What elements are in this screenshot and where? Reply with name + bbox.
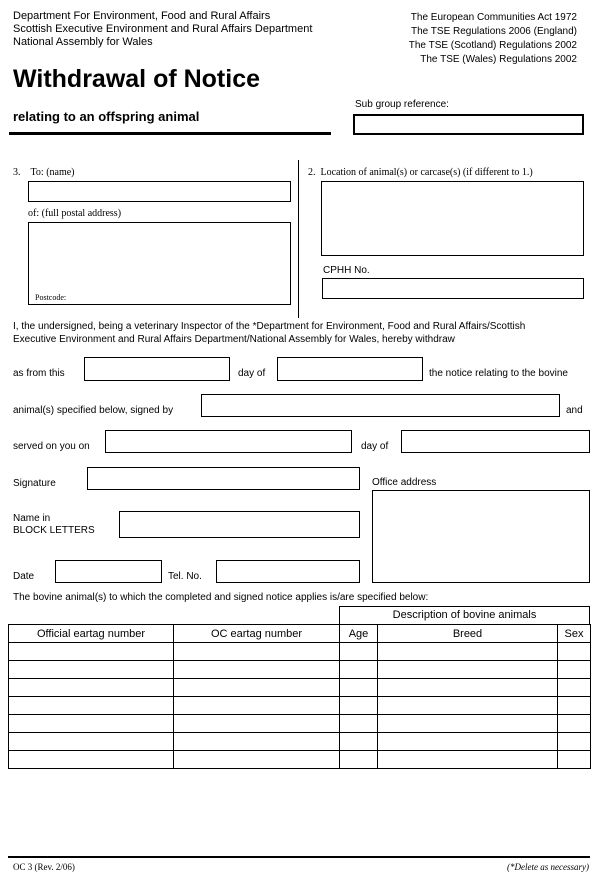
page-subtitle: relating to an offspring animal xyxy=(13,109,200,124)
oc-eartag-cell[interactable] xyxy=(174,661,340,679)
sex-cell[interactable] xyxy=(558,751,591,769)
footer-rule xyxy=(8,856,590,858)
official-eartag-cell[interactable] xyxy=(9,715,174,733)
sex-cell[interactable] xyxy=(558,733,591,751)
title-rule xyxy=(9,132,331,135)
name-block-label xyxy=(13,513,95,537)
form-code: OC 3 (Rev. 2/06) xyxy=(13,862,75,872)
legislation-item: The TSE (Scotland) Regulations 2002 xyxy=(408,40,577,51)
breed-cell[interactable] xyxy=(378,733,558,751)
office-address-label: Office address xyxy=(372,477,437,488)
description-group-header xyxy=(339,606,590,625)
signature-label: Signature xyxy=(13,478,56,489)
postcode-label: Postcode: xyxy=(35,293,67,302)
sex-cell[interactable] xyxy=(558,697,591,715)
date-field[interactable] xyxy=(55,560,162,583)
notice-relating-label: the notice relating to the bovine xyxy=(429,368,568,379)
breed-cell[interactable] xyxy=(378,661,558,679)
served-on-label: served on you on xyxy=(13,441,90,452)
bovine-animals-table xyxy=(8,624,591,769)
age-cell[interactable] xyxy=(340,643,378,661)
column-header-oc-eartag: OC eartag number xyxy=(174,625,340,643)
column-header-breed: Breed xyxy=(378,625,558,643)
age-cell[interactable] xyxy=(340,715,378,733)
official-eartag-cell[interactable] xyxy=(9,751,174,769)
block-letters-label: BLOCK LETTERS xyxy=(13,525,95,536)
to-name-field[interactable] xyxy=(28,181,291,202)
age-cell[interactable] xyxy=(340,679,378,697)
oc-eartag-cell[interactable] xyxy=(174,679,340,697)
location-field[interactable] xyxy=(321,181,584,256)
table-row xyxy=(9,661,591,679)
department-name: Scottish Executive Environment and Rural Affairs Department xyxy=(13,23,313,35)
description-group-label: Description of bovine animals xyxy=(392,609,537,621)
declaration-line: I, the undersigned, being a veterinary Inspector of the *Department for Environment, Food and Rural Affairs/Scottish xyxy=(13,321,526,332)
table-row xyxy=(9,679,591,697)
table-row xyxy=(9,697,591,715)
breed-cell[interactable] xyxy=(378,697,558,715)
cphh-number-field[interactable] xyxy=(322,278,584,299)
breed-cell[interactable] xyxy=(378,643,558,661)
served-on-day-field[interactable] xyxy=(105,430,352,453)
table-body xyxy=(9,643,591,769)
age-cell[interactable] xyxy=(340,733,378,751)
day-of-label: day of xyxy=(361,441,389,452)
section-divider xyxy=(298,160,299,318)
sex-cell[interactable] xyxy=(558,679,591,697)
breed-cell[interactable] xyxy=(378,715,558,733)
to-name-label: 3. To: (name) xyxy=(13,167,75,178)
date-label: Date xyxy=(13,571,35,582)
as-from-day-field[interactable] xyxy=(84,357,230,381)
sub-group-reference-field[interactable] xyxy=(353,114,584,135)
age-cell[interactable] xyxy=(340,751,378,769)
tel-no-field[interactable] xyxy=(216,560,360,583)
table-intro: The bovine animal(s) to which the completed and signed notice applies is/are specified below: xyxy=(13,592,429,603)
declaration-text xyxy=(13,320,525,346)
column-header-age: Age xyxy=(340,625,378,643)
column-header-sex: Sex xyxy=(558,625,591,643)
name-block-letters-field[interactable] xyxy=(119,511,360,538)
age-cell[interactable] xyxy=(340,697,378,715)
table-row xyxy=(9,715,591,733)
legislation-list xyxy=(409,11,577,67)
oc-eartag-cell[interactable] xyxy=(174,751,340,769)
as-from-month-field[interactable] xyxy=(277,357,423,381)
cphh-label: CPHH No. xyxy=(323,265,370,276)
official-eartag-cell[interactable] xyxy=(9,697,174,715)
sex-cell[interactable] xyxy=(558,661,591,679)
location-label: 2. Location of animal(s) or carcase(s) (if different to 1.) xyxy=(308,167,533,178)
postal-address-field[interactable] xyxy=(28,222,291,305)
served-on-month-field[interactable] xyxy=(401,430,590,453)
oc-eartag-cell[interactable] xyxy=(174,715,340,733)
oc-eartag-cell[interactable] xyxy=(174,643,340,661)
table-row xyxy=(9,751,591,769)
signed-by-field[interactable] xyxy=(201,394,560,417)
postal-address-label: of: (full postal address) xyxy=(28,208,122,219)
day-of-label: day of xyxy=(238,368,266,379)
official-eartag-cell[interactable] xyxy=(9,643,174,661)
legislation-item: The TSE (Wales) Regulations 2002 xyxy=(420,54,577,65)
department-name: Department For Environment, Food and Rural Affairs xyxy=(13,10,271,22)
sex-cell[interactable] xyxy=(558,715,591,733)
sub-group-label: Sub group reference: xyxy=(355,99,449,110)
breed-cell[interactable] xyxy=(378,751,558,769)
page-title: Withdrawal of Notice xyxy=(13,65,261,93)
legislation-item: The TSE Regulations 2006 (England) xyxy=(410,26,577,37)
tel-no-label: Tel. No. xyxy=(168,571,202,582)
age-cell[interactable] xyxy=(340,661,378,679)
sex-cell[interactable] xyxy=(558,643,591,661)
official-eartag-cell[interactable] xyxy=(9,733,174,751)
office-address-field[interactable] xyxy=(372,490,590,583)
delete-note: (*Delete as necessary) xyxy=(507,862,589,872)
as-from-label: as from this xyxy=(13,368,65,379)
department-list xyxy=(13,10,312,49)
table-row xyxy=(9,643,591,661)
and-label: and xyxy=(566,405,583,416)
official-eartag-cell[interactable] xyxy=(9,661,174,679)
signature-field[interactable] xyxy=(87,467,360,490)
name-in-label: Name in xyxy=(13,513,51,524)
signed-by-label: animal(s) specified below, signed by xyxy=(13,405,174,416)
department-name: National Assembly for Wales xyxy=(13,36,153,48)
table-header-row xyxy=(9,625,591,643)
oc-eartag-cell[interactable] xyxy=(174,697,340,715)
legislation-item: The European Communities Act 1972 xyxy=(410,12,577,23)
table-row xyxy=(9,733,591,751)
oc-eartag-cell[interactable] xyxy=(174,733,340,751)
breed-cell[interactable] xyxy=(378,679,558,697)
declaration-line: Executive Environment and Rural Affairs Department/National Assembly for Wales, hereby withdraw xyxy=(13,334,455,345)
official-eartag-cell[interactable] xyxy=(9,679,174,697)
column-header-official-eartag: Official eartag number xyxy=(9,625,174,643)
